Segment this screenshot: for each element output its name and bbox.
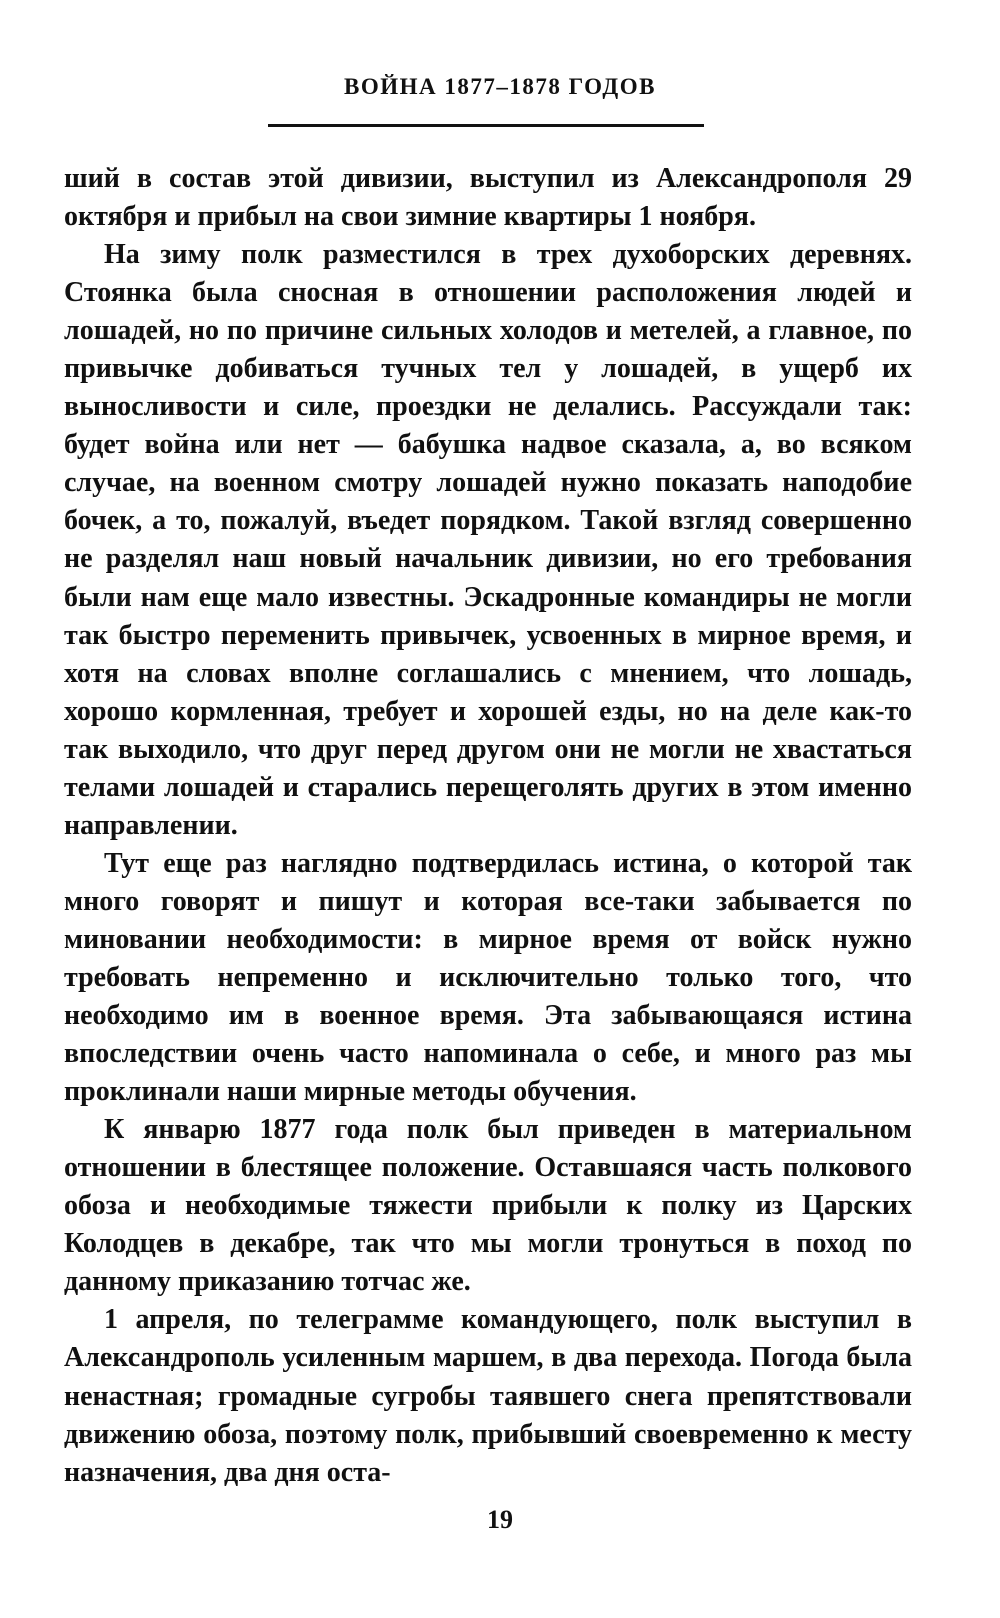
paragraph-4: К январю 1877 года полк был приведен в материальном отношении в блестящее положение. Оставшаяся часть полкового обоза и необходимые тяжести прибыли к полку из Царских Колодцев в декабре, так что мы могли тронуться в поход по данному приказанию тотчас же. — [64, 1114, 912, 1298]
paragraph-5: 1 апреля, по телеграмме командующего, полк выступил в Александрополь усиленным маршем, в два перехода. Погода была ненастная; громадные сугробы таявшего снега препятствовали движению обоза, поэтому полк, прибывший своевременно к месту назначения, два дня оста- — [64, 1304, 912, 1488]
paragraph-3: Тут еще раз наглядно подтвердилась истина, о которой так много говорят и пишут и которая все-таки забывается по миновании необходимости: в мирное время от войск нужно требовать непременно и исключительно только того, что необходимо им в военное время. Эта забывающаяся истина впоследствии очень часто напоминала о себе, и много раз мы проклинали наши мирные методы обучения. — [64, 847, 912, 1108]
page-number: 19 — [487, 1505, 513, 1534]
body-text — [64, 160, 912, 1492]
header-rule — [268, 124, 704, 127]
paragraph-2: На зиму полк разместился в трех духоборских деревнях. Стоянка была сносная в отношении расположения людей и лошадей, но по причине сильных холодов и метелей, а главное, по привычке добиваться тучных тел у лошадей, в ущерб их выносливости и силе, проездки не делались. Рассуждали так: будет война или нет — бабушка надвое сказала, а, во всяком случае, на военном смотру лошадей нужно показать наподобие бочек, а то, пожалуй, въедет порядком. Такой взгляд совершенно не разделял наш новый начальник дивизии, но его требования были нам еще мало известны. Эскадронные командиры не могли так быстро переменить привычек, усвоенных в мирное время, и хотя на словах вполне соглашались с мнением, что лошадь, хорошо кормленная, требует и хорошей езды, но на деле как-то так выходило, что друг перед другом они не могли не хвастаться телами лошадей и старались перещеголять других в этом именно направлении. — [64, 239, 912, 841]
paragraph-1: ший в состав этой дивизии, выступил из Александрополя 29 октября и прибыл на свои зимние квартиры 1 ноября. — [64, 163, 912, 233]
running-head: ВОЙНА 1877–1878 ГОДОВ — [344, 74, 656, 99]
